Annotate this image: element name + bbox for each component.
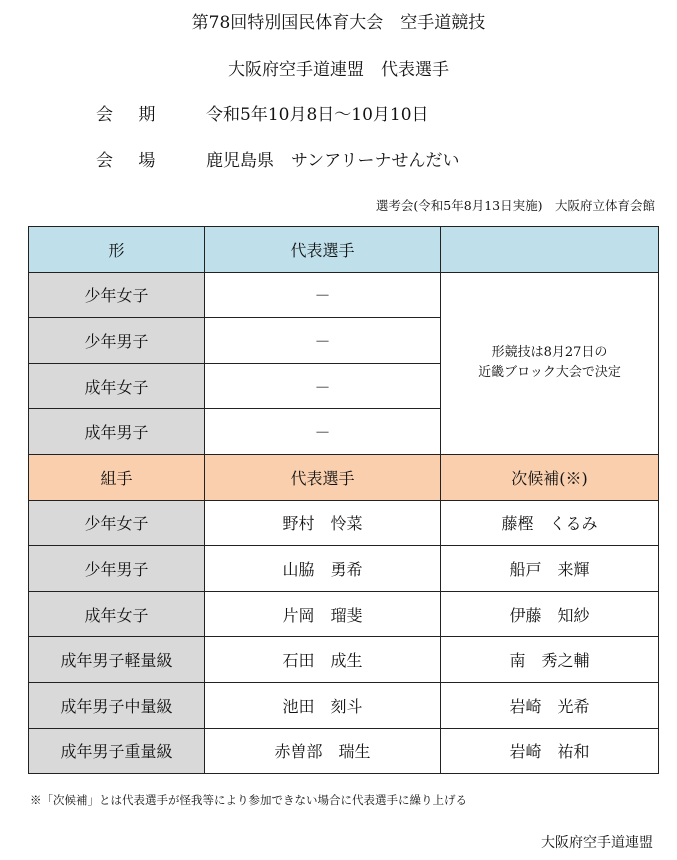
kata-player: － <box>205 363 441 409</box>
venue-row <box>96 146 459 171</box>
kumite-alternate: 船戸 来輝 <box>441 546 659 592</box>
kumite-alternate: 岩崎 光希 <box>441 682 659 728</box>
period-label: 会 期 <box>96 105 166 125</box>
kata-note-line1: 形競技は8月27日の <box>491 345 608 361</box>
kumite-header-player: 代表選手 <box>205 454 441 500</box>
kumite-category: 成年男子軽量級 <box>29 637 205 683</box>
kumite-player: 石田 成生 <box>205 637 441 683</box>
kumite-player: 野村 怜菜 <box>205 500 441 546</box>
kumite-category: 成年女子 <box>29 591 205 637</box>
team-title: 大阪府空手道連盟 代表選手 <box>228 60 449 80</box>
kumite-category: 少年女子 <box>29 500 205 546</box>
kata-category: 少年女子 <box>29 272 205 318</box>
kumite-header-row <box>29 454 659 500</box>
kata-header-category: 形 <box>29 227 205 273</box>
table-row <box>29 272 659 318</box>
kumite-alternate: 藤樫 くるみ <box>441 500 659 546</box>
table-row <box>29 500 659 546</box>
kata-header-row <box>29 227 659 273</box>
kumite-player: 赤曽部 瑞生 <box>205 728 441 774</box>
period-value: 令和5年10月8日～10月10日 <box>206 105 429 125</box>
selection-note: 選考会(令和5年8月13日実施) 大阪府立体育会館 <box>375 198 655 213</box>
kumite-category: 成年男子中量級 <box>29 682 205 728</box>
table-row <box>29 591 659 637</box>
kumite-alternate: 伊藤 知紗 <box>441 591 659 637</box>
kumite-category: 成年男子重量級 <box>29 728 205 774</box>
kumite-alternate: 南 秀之輔 <box>441 637 659 683</box>
kumite-player: 池田 刻斗 <box>205 682 441 728</box>
roster-table <box>28 226 659 774</box>
kumite-header-alternate: 次候補(※) <box>441 454 659 500</box>
venue-label: 会 場 <box>96 151 166 171</box>
kata-category: 成年男子 <box>29 409 205 455</box>
kumite-alternate: 岩崎 祐和 <box>441 728 659 774</box>
kata-player: － <box>205 409 441 455</box>
kumite-header-category: 組手 <box>29 454 205 500</box>
organization-name: 大阪府空手道連盟 <box>541 835 653 851</box>
kata-player: － <box>205 318 441 364</box>
kata-header-blank <box>441 227 659 273</box>
venue-value: 鹿児島県 サンアリーナせんだい <box>206 151 460 171</box>
footnote: ※「次候補」とは代表選手が怪我等により参加できない場合に代表選手に繰り上げる <box>30 793 467 807</box>
kata-player: － <box>205 272 441 318</box>
kata-note <box>441 272 659 454</box>
event-title: 第78回特別国民体育大会 空手道競技 <box>191 13 486 33</box>
table-row <box>29 546 659 592</box>
kumite-player: 山脇 勇希 <box>205 546 441 592</box>
kata-note-line2: 近畿ブロック大会で決定 <box>478 365 621 381</box>
kata-category: 成年女子 <box>29 363 205 409</box>
table-row <box>29 637 659 683</box>
kata-category: 少年男子 <box>29 318 205 364</box>
table-row <box>29 728 659 774</box>
period-row <box>96 100 429 125</box>
table-row <box>29 682 659 728</box>
kata-header-player: 代表選手 <box>205 227 441 273</box>
kumite-category: 少年男子 <box>29 546 205 592</box>
kumite-player: 片岡 瑠斐 <box>205 591 441 637</box>
